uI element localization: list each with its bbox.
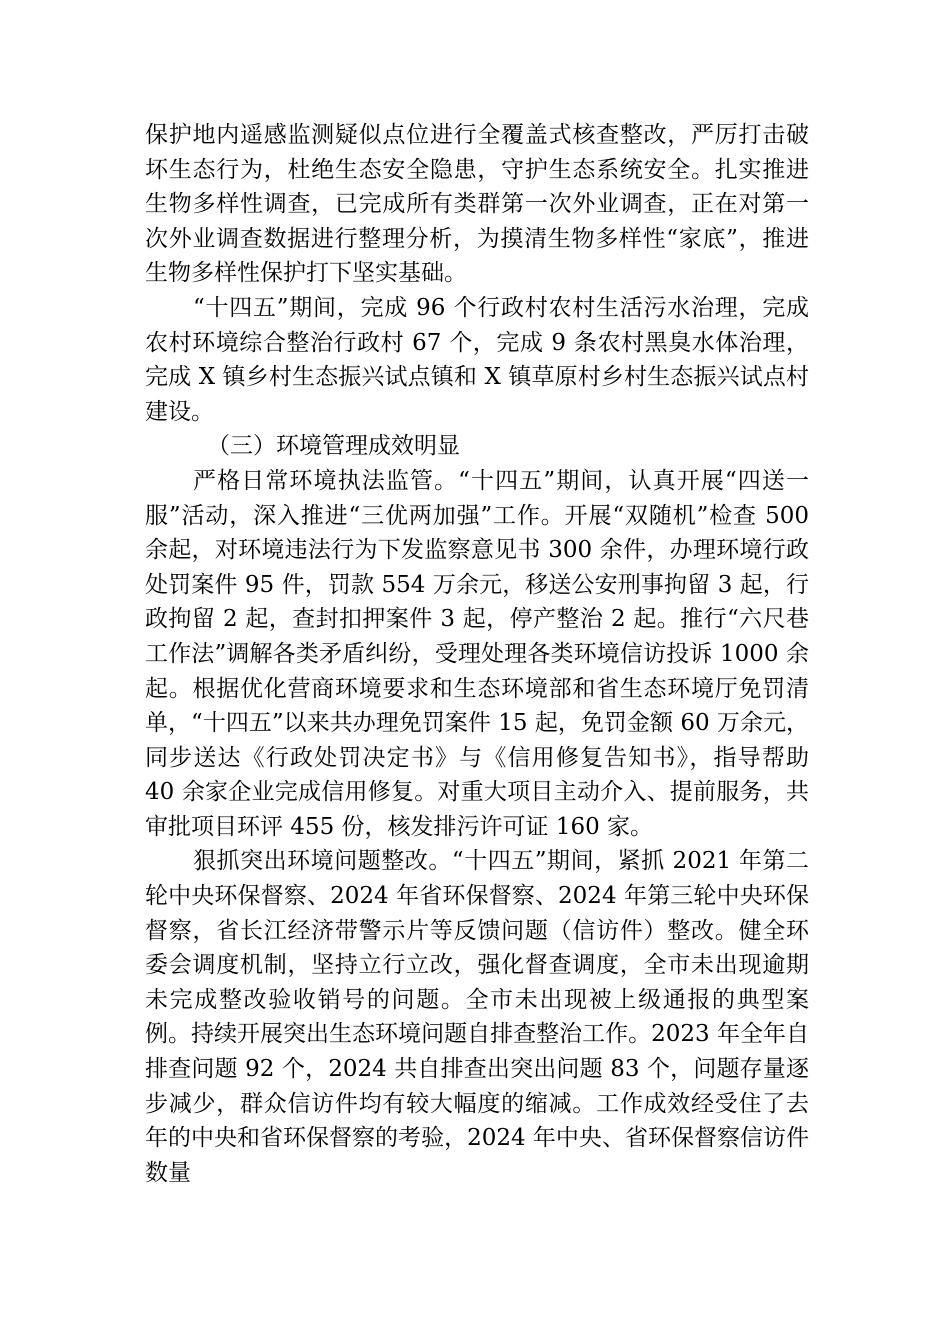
document-body: [145, 118, 809, 1190]
section-heading-environment-management: （三）环境管理成效明显: [207, 433, 460, 460]
paragraph-biodiversity-continuation: 保护地内遥感监测疑似点位进行全覆盖式核查整改，严厉打击破坏生态行为，杜绝生态安全隐患，守护生态系统安全。扎实推进生物多样性调查，已完成所有类群第一次外业调查，正在对第一次外业调查数据进行整理分析，为摸清生物多样性“家底”，推进生物多样性保护打下坚实基础。: [145, 122, 809, 287]
paragraph-problem-rectification: 狠抓突出环境问题整改。“十四五”期间，紧抓 2021 年第二轮中央环保督察、2024 年省环保督察、2024 年第三轮中央环保督察，省长江经济带警示片等反馈问题（信访件）整改。健全环委会调度机制，坚持立行立改，强化督查调度，全市未出现逾期未完成整改验收销号的问题。全市未出现被上级通报的典型案例。持续开展突出生态环境问题自排查整治工作。2023 年全年自排查问题 92 个，2024 共自排查出突出问题 83 个，问题存量逐步减少，群众信访件均有较大幅度的缩减。工作成效经受住了去年的中央和省环保督察的考验，2024 年中央、省环保督察信访件数量: [145, 848, 809, 1186]
paragraph-law-enforcement: 严格日常环境执法监管。“十四五”期间，认真开展“四送一服”活动，深入推进“三优两加强”工作。开展“双随机”检查 500 余起，对环境违法行为下发监察意见书 300 余件，办理环境行政处罚案件 95 件，罚款 554 万余元，移送公安刑事拘留 3 起，行政拘留 2 起，查封扣押案件 3 起，停产整治 2 起。推行“六尺巷工作法”调解各类矛盾纠纷，受理处理各类环境信访投诉 1000 余起。根据优化营商环境要求和生态环境部和省生态环境厅免罚清单，“十四五”以来共办理免罚案件 15 起，免罚金额 60 万余元，同步送达《行政处罚决定书》与《信用修复告知书》，指导帮助 40 余家企业完成信用修复。对重大项目主动介入、提前服务，共审批项目环评 455 份，核发排污许可证 160 家。: [145, 467, 809, 840]
paragraph-rural-environment: “十四五”期间，完成 96 个行政村农村生活污水治理，完成农村环境综合整治行政村 67 个，完成 9 条农村黑臭水体治理，完成 X 镇乡村生态振兴试点镇和 X 镇草原村乡村生态振兴试点村建设。: [145, 294, 809, 425]
